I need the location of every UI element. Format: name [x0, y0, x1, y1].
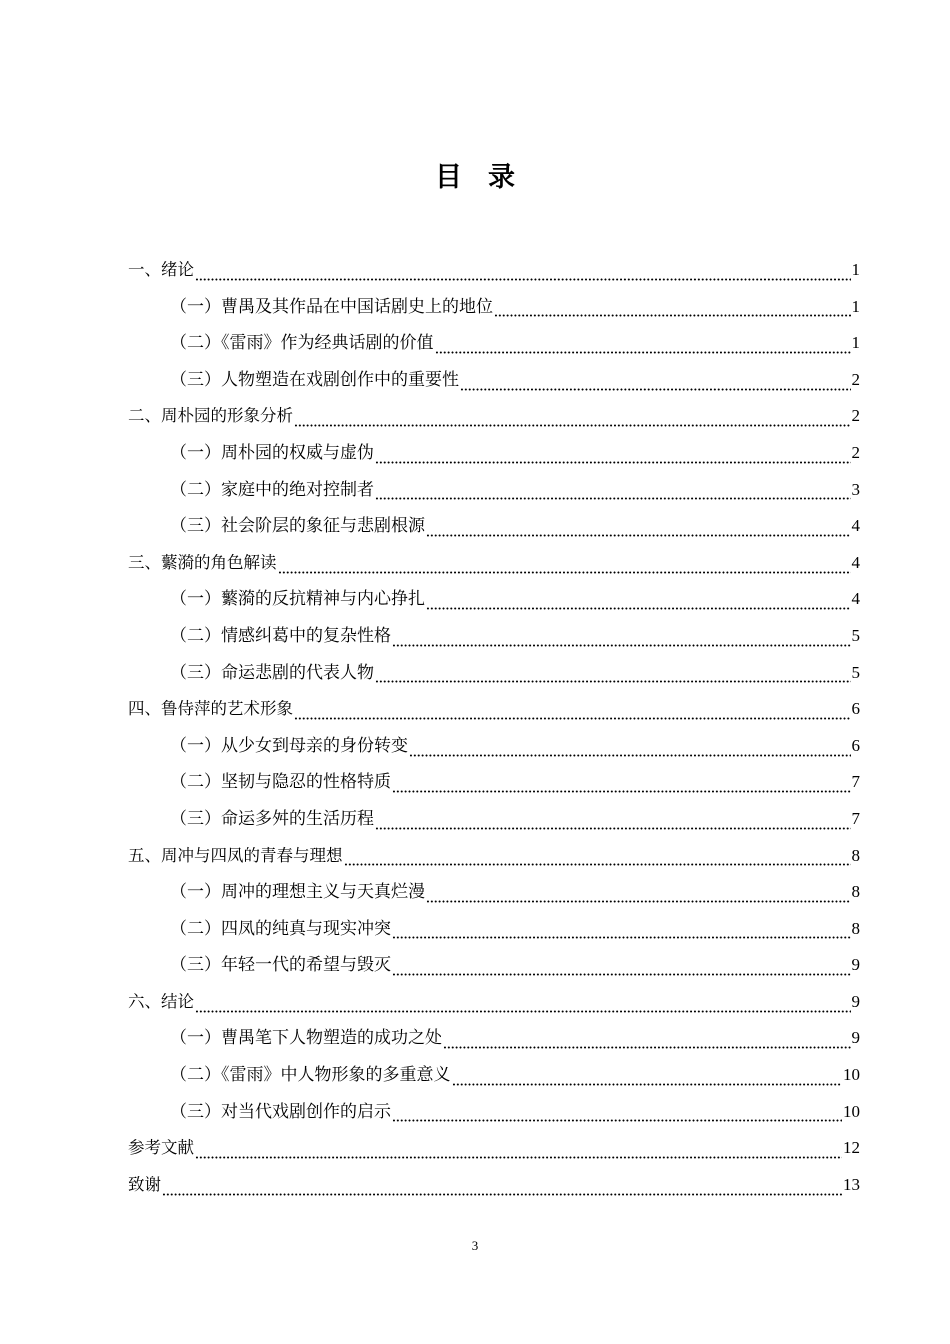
toc-chapter-entry[interactable]: [128, 252, 860, 289]
toc-dot-leader: [494, 301, 851, 318]
toc-entry-page-number: 1: [851, 296, 860, 316]
toc-dot-leader: [460, 375, 851, 392]
toc-section-entry[interactable]: [128, 655, 860, 692]
toc-list: [128, 252, 860, 1203]
toc-entry-page-number: 10: [843, 1065, 860, 1085]
toc-section-entry[interactable]: [128, 362, 860, 399]
toc-dot-leader: [278, 558, 851, 575]
toc-entry-page-number: 8: [851, 845, 860, 865]
toc-dot-leader: [294, 411, 851, 428]
toc-entry-label: （三）命运悲剧的代表人物: [170, 662, 374, 683]
toc-section-entry[interactable]: [128, 472, 860, 509]
toc-dot-leader: [195, 265, 851, 282]
toc-dot-leader: [426, 887, 851, 904]
toc-section-entry[interactable]: [128, 508, 860, 545]
toc-entry-page-number: 10: [843, 1101, 860, 1121]
toc-chapter-entry[interactable]: [128, 984, 860, 1021]
toc-entry-page-number: 5: [851, 662, 860, 682]
toc-entry-label: （三）对当代戏剧创作的启示: [170, 1101, 391, 1122]
toc-section-entry[interactable]: [128, 435, 860, 472]
toc-entry-label: 二、周朴园的形象分析: [128, 406, 293, 426]
toc-entry-page-number: 1: [851, 260, 860, 279]
toc-entry-label: （二）《雷雨》中人物形象的多重意义: [170, 1065, 451, 1086]
toc-entry-label: （二）坚韧与隐忍的性格特质: [170, 772, 391, 793]
toc-entry-page-number: 4: [851, 516, 860, 536]
toc-dot-leader: [375, 667, 851, 684]
toc-chapter-entry[interactable]: [128, 545, 860, 582]
toc-dot-leader: [294, 704, 851, 721]
toc-entry-page-number: 2: [851, 406, 860, 426]
toc-dot-leader: [375, 484, 851, 501]
toc-entry-page-number: 6: [851, 699, 860, 719]
toc-entry-label: 参考文献: [128, 1138, 194, 1158]
toc-section-entry[interactable]: [128, 1094, 860, 1131]
toc-section-entry[interactable]: [128, 728, 860, 765]
toc-dot-leader: [392, 960, 851, 977]
toc-entry-page-number: 4: [851, 589, 860, 609]
toc-entry-label: （一）曹禺及其作品在中国话剧史上的地位: [170, 296, 493, 317]
toc-entry-label: 五、周冲与四凤的青春与理想: [128, 845, 343, 865]
toc-entry-label: （一）曹禺笔下人物塑造的成功之处: [170, 1028, 442, 1049]
toc-entry-page-number: 13: [843, 1174, 860, 1194]
toc-entry-page-number: 9: [851, 1028, 860, 1048]
toc-section-entry[interactable]: [128, 911, 860, 948]
toc-entry-page-number: 3: [851, 479, 860, 499]
toc-entry-label: （二）四凤的纯真与现实冲突: [170, 918, 391, 939]
toc-entry-page-number: 8: [851, 918, 860, 938]
toc-entry-page-number: 8: [851, 882, 860, 902]
toc-entry-page-number: 7: [851, 808, 860, 828]
toc-dot-leader: [344, 850, 851, 867]
toc-dot-leader: [426, 521, 851, 538]
toc-section-entry[interactable]: [128, 581, 860, 618]
toc-dot-leader: [409, 741, 851, 758]
toc-entry-label: （一）周冲的理想主义与天真烂漫: [170, 882, 425, 903]
toc-entry-label: （一）周朴园的权威与虚伪: [170, 442, 374, 463]
toc-entry-page-number: 1: [851, 333, 860, 353]
toc-entry-page-number: 7: [851, 772, 860, 792]
toc-entry-label: 一、绪论: [128, 260, 194, 279]
toc-entry-page-number: 2: [851, 442, 860, 462]
toc-entry-label: （三）命运多舛的生活历程: [170, 808, 374, 829]
toc-entry-page-number: 4: [851, 552, 860, 572]
toc-dot-leader: [392, 1106, 842, 1123]
toc-section-entry[interactable]: [128, 764, 860, 801]
toc-entry-page-number: 9: [851, 991, 860, 1011]
toc-chapter-entry[interactable]: [128, 691, 860, 728]
toc-entry-label: （三）社会阶层的象征与悲剧根源: [170, 516, 425, 537]
toc-dot-leader: [426, 594, 851, 611]
toc-entry-label: （二）情感纠葛中的复杂性格: [170, 625, 391, 646]
toc-section-entry[interactable]: [128, 947, 860, 984]
toc-entry-page-number: 5: [851, 625, 860, 645]
toc-entry-page-number: 6: [851, 735, 860, 755]
toc-entry-page-number: 9: [851, 955, 860, 975]
toc-dot-leader: [435, 338, 851, 355]
toc-entry-label: （一）蘩漪的反抗精神与内心挣扎: [170, 589, 425, 610]
toc-entry-label: （二）家庭中的绝对控制者: [170, 479, 374, 500]
toc-dot-leader: [392, 923, 851, 940]
toc-chapter-entry[interactable]: [128, 838, 860, 875]
toc-dot-leader: [195, 997, 851, 1014]
toc-section-entry[interactable]: [128, 289, 860, 326]
toc-section-entry[interactable]: [128, 874, 860, 911]
toc-entry-label: 三、蘩漪的角色解读: [128, 552, 277, 572]
toc-dot-leader: [443, 1033, 851, 1050]
toc-dot-leader: [392, 777, 851, 794]
toc-dot-leader: [195, 1143, 842, 1160]
toc-entry-label: （三）人物塑造在戏剧创作中的重要性: [170, 369, 459, 390]
toc-section-entry[interactable]: [128, 1020, 860, 1057]
toc-section-entry[interactable]: [128, 1057, 860, 1094]
toc-entry-label: （三）年轻一代的希望与毁灭: [170, 955, 391, 976]
toc-entry-label: 四、鲁侍萍的艺术形象: [128, 699, 293, 719]
toc-dot-leader: [375, 814, 851, 831]
toc-entry-label: 致谢: [128, 1174, 161, 1194]
toc-section-entry[interactable]: [128, 801, 860, 838]
toc-dot-leader: [375, 448, 851, 465]
toc-chapter-entry[interactable]: [128, 1130, 860, 1167]
page-number: 3: [471, 1238, 479, 1253]
toc-entry-label: 六、结论: [128, 991, 194, 1011]
toc-entry-label: （二）《雷雨》作为经典话剧的价值: [170, 333, 434, 354]
toc-dot-leader: [392, 631, 851, 648]
toc-chapter-entry[interactable]: [128, 1167, 860, 1204]
toc-entry-label: （一）从少女到母亲的身份转变: [170, 735, 408, 756]
toc-entry-page-number: 12: [843, 1138, 860, 1158]
toc-section-entry[interactable]: [128, 325, 860, 362]
toc-title: 目录: [435, 162, 541, 193]
toc-dot-leader: [162, 1180, 842, 1197]
toc-dot-leader: [452, 1070, 843, 1087]
toc-entry-page-number: 2: [851, 369, 860, 389]
toc-section-entry[interactable]: [128, 618, 860, 655]
toc-chapter-entry[interactable]: [128, 398, 860, 435]
